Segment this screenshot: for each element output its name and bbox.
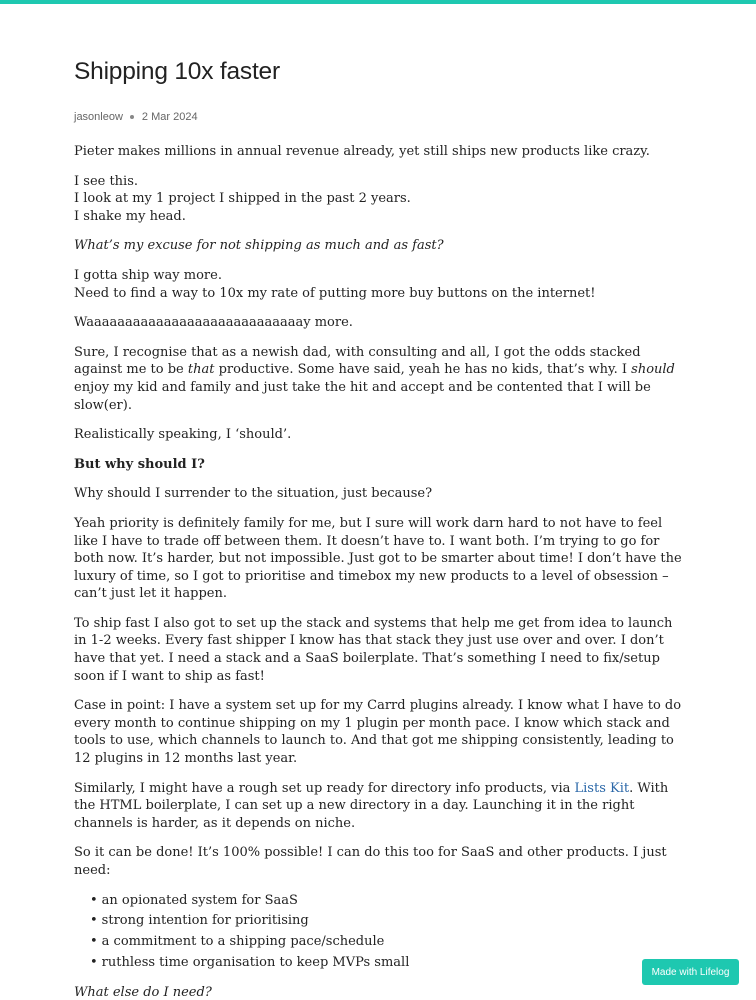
text-segment: Sure, I recognise that as a newish dad, with consulting and all, I got the odds stacked against me to be [74,344,641,378]
paragraph [74,984,686,1000]
author-link[interactable]: jasonleow [74,111,123,123]
line: Need to find a way to 10x my rate of putting more buy buttons on the internet! [74,285,596,301]
emphasis: should [631,362,675,378]
paragraph [74,173,686,226]
text-segment: . With the HTML boilerplate, I can set up a new directory in a day. Launching it in the right channels is harder, as it depends on niche. [74,780,669,831]
paragraph [74,344,686,414]
line: I see this. [74,173,139,189]
paragraph [74,267,686,302]
paragraph: Waaaaaaaaaaaaaaaaaaaaaaaaaaaay more. [74,315,353,331]
text-segment: productive. Some have said, yeah he has no kids, that’s why. I [214,362,632,378]
post-article [74,56,686,1000]
paragraph: Realistically speaking, I ‘should’. [74,427,292,443]
list-item: • a commitment to a shipping pace/schedule [90,933,686,951]
italic-question: What else do I need? [74,984,212,1000]
top-accent-bar [0,0,756,4]
made-with-lifelog-badge[interactable]: Made with Lifelog [642,959,739,985]
line: I shake my head. [74,208,186,224]
paragraph: So it can be done! It’s 100% possible! I can do this too for SaaS and other products. I just need: [74,845,667,878]
line: I gotta ship way more. [74,267,222,283]
text-segment: Similarly, I might have a rough set up ready for directory info products, via [74,780,575,796]
post-meta [74,110,686,124]
emphasis: that [187,362,215,378]
meta-separator-dot [130,115,134,119]
paragraph [74,780,686,833]
paragraph: To ship fast I also got to set up the stack and systems that help me get from idea to launch in 1-2 weeks. Every fast shipper I know has that stack they just use over and over. I don’t have that yet. I need a stack and a SaaS boilerplate. That’s something I need to fix/setup soon if I want to ship as fast! [74,615,673,684]
list-item: • an opionated system for SaaS [90,892,686,910]
text-segment: enjoy my kid and family and just take the hit and accept and be contented that I will be slow(er). [74,379,651,413]
post-date: 2 Mar 2024 [141,111,198,123]
paragraph [74,237,686,255]
list-item: • ruthless time organisation to keep MVPs small [90,954,686,972]
paragraph: Yeah priority is definitely family for me, but I sure will work darn hard to not have to feel like I have to trade off between them. It doesn’t have to. I want both. I’m trying to go for both now. It’s harder, but not impossible. Just got to be smarter about time! I don’t have the luxury of time, so I got to prioritise and timebox my new products to a level of obsession – can’t just let it happen. [74,515,682,602]
paragraph [74,456,686,474]
list-item: • strong intention for prioritising [90,912,686,930]
paragraph: Why should I surrender to the situation, just because? [74,486,433,502]
post-body [74,143,686,1000]
lists-kit-link[interactable]: Lists Kit [574,780,630,796]
post-title: Shipping 10x faster [74,58,280,85]
needs-list [90,892,686,972]
italic-question: What’s my excuse for not shipping as much and as fast? [74,238,444,254]
paragraph: Pieter makes millions in annual revenue already, yet still ships new products like crazy. [74,144,650,159]
line: I look at my 1 project I shipped in the past 2 years. [74,191,411,207]
paragraph: Case in point: I have a system set up for my Carrd plugins already. I know what I have to do every month to continue shipping on my 1 plugin per month pace. I know which stack and tools to use, which channels to launch to. And that got me shipping consistently, leading to 12 plugins in 12 months last year. [74,698,682,767]
bold-question: But why should I? [74,456,205,472]
